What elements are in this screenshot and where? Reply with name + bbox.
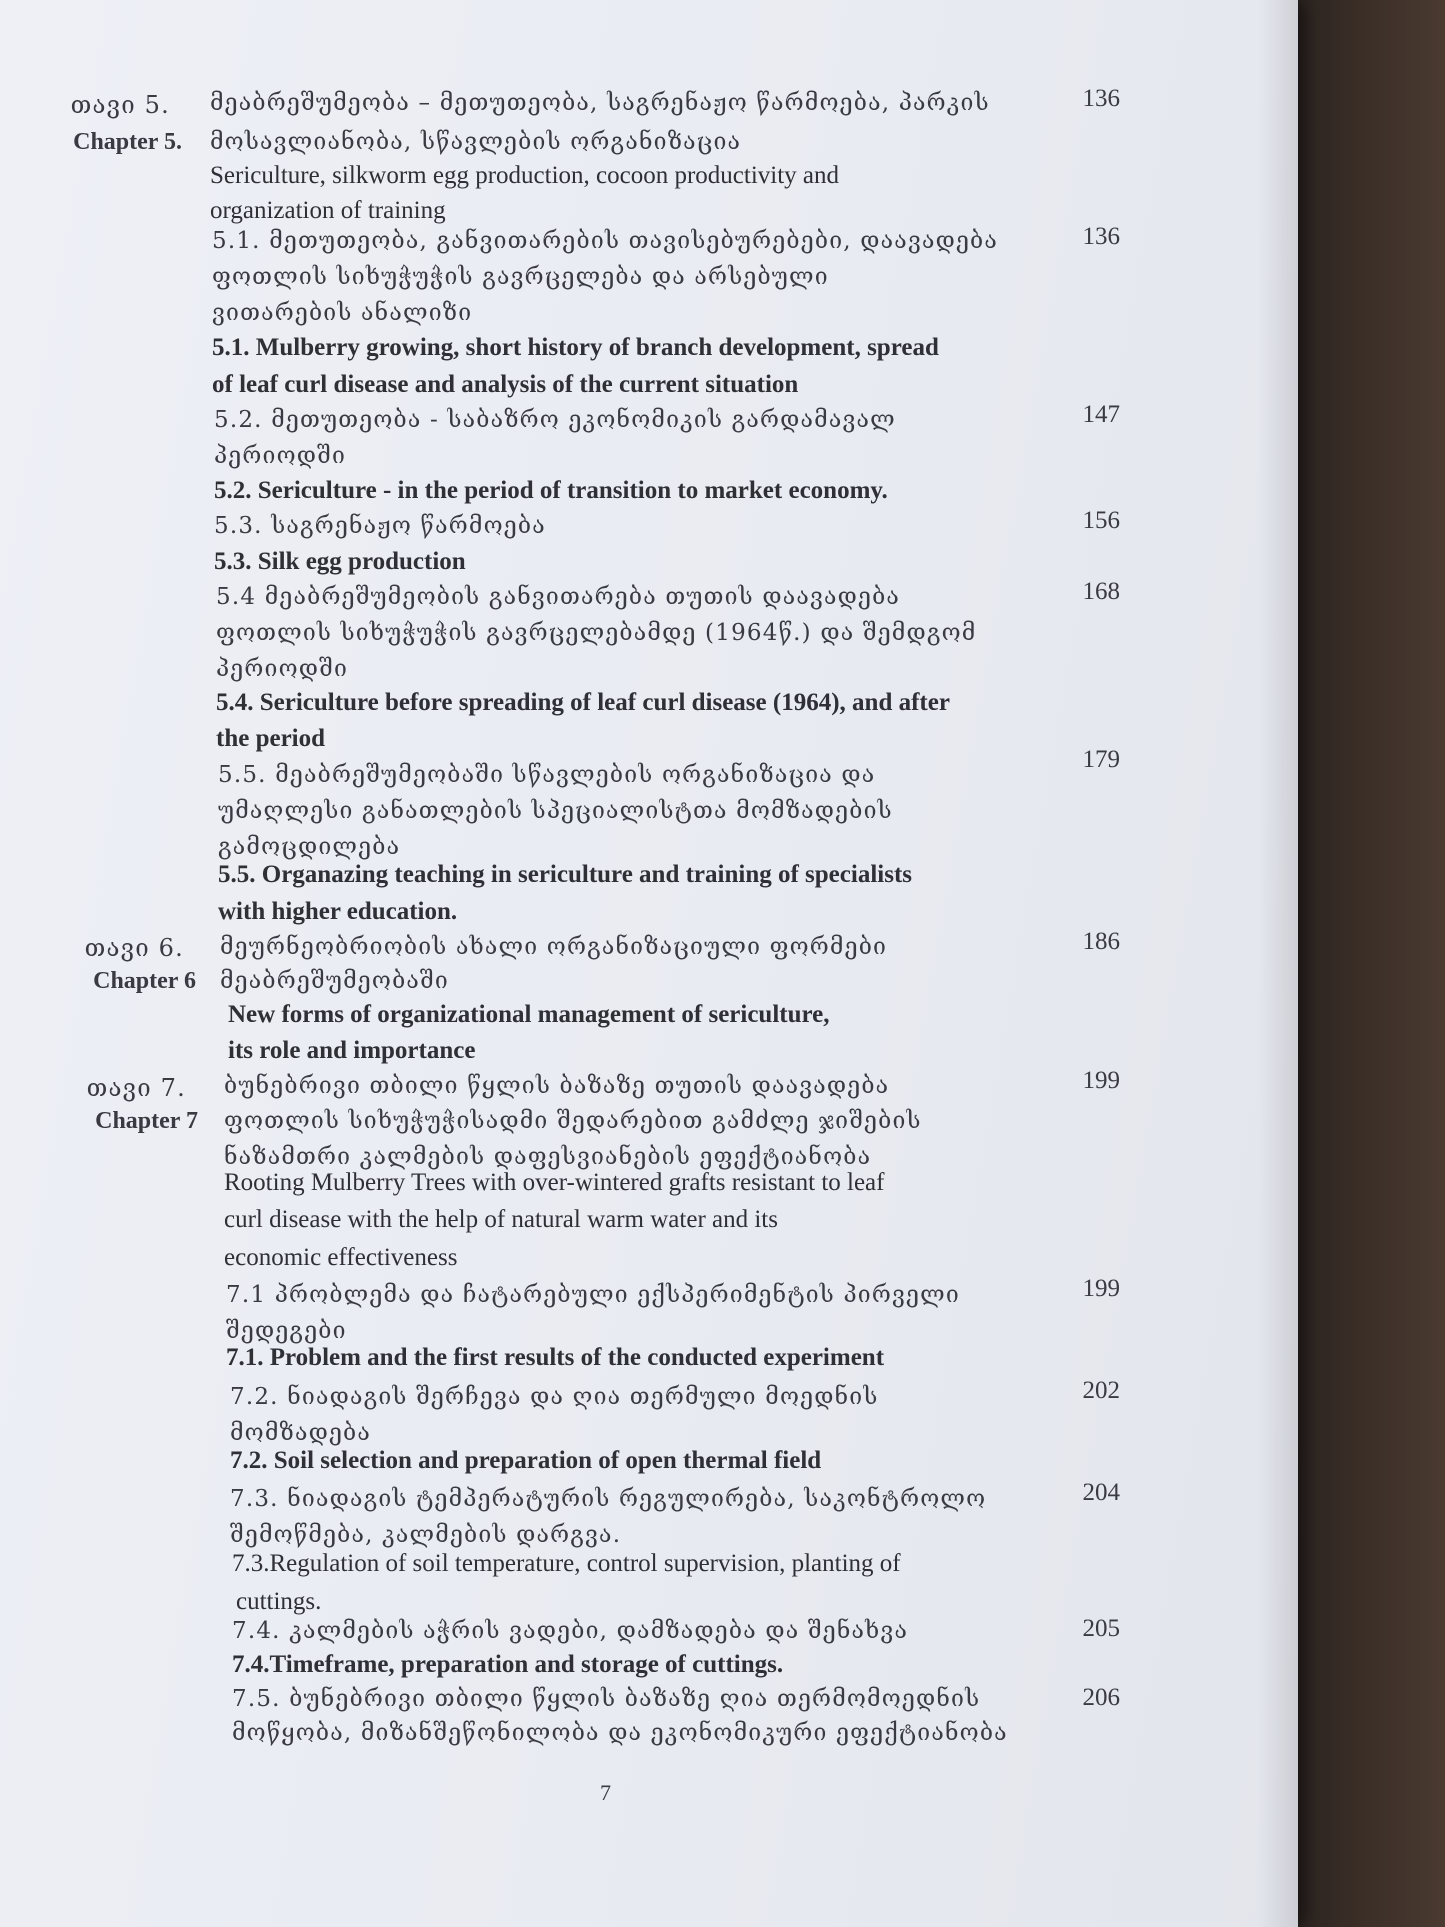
section-7-3-ka-line-2: შემოწმება, კალმების დარგვა. (230, 1522, 622, 1548)
chapter-7-en-line-3: economic effectiveness (224, 1244, 458, 1271)
chapter-5-ka-line-2: მოსავლიანობა, სწავლების ორგანიზაცია (210, 129, 742, 155)
section-7-1-page: 199 (1082, 1275, 1120, 1302)
section-5-5-page: 179 (1082, 746, 1120, 773)
chapter-7-en-line-1: Rooting Mulberry Trees with over-wintered grafts resistant to leaf (224, 1169, 885, 1196)
section-7-5-page: 206 (1082, 1684, 1120, 1711)
section-5-4-en-line-1: 5.4. Sericulture before spreading of leaf curl disease (1964), and after (216, 689, 950, 716)
section-5-3-en-line-1: 5.3. Silk egg production (214, 548, 466, 575)
section-5-1-ka-line-2: ფოთლის სიხუჭუჭის გავრცელება და არსებული (212, 264, 829, 290)
section-5-1-en-line-2: of leaf curl disease and analysis of the current situation (212, 371, 799, 398)
section-5-3-page: 156 (1082, 507, 1120, 534)
section-5-5-en-line-1: 5.5. Organazing teaching in sericulture and training of specialists (218, 861, 912, 888)
section-5-4-ka-line-2: ფოთლის სიხუჭუჭის გავრცელებამდე (1964წ.) და შემდგომ (216, 620, 977, 646)
chapter-7-en-label: Chapter 7 (95, 1108, 198, 1134)
section-7-3-en-line-1: 7.3.Regulation of soil temperature, control supervision, planting of (232, 1550, 901, 1577)
section-5-3-ka-line-1: 5.3. საგრენაჟო წარმოება (214, 513, 546, 539)
section-5-2-page: 147 (1082, 401, 1120, 428)
section-5-4-page: 168 (1082, 578, 1120, 605)
section-5-2-en-line-1: 5.2. Sericulture - in the period of transition to market economy. (214, 477, 888, 504)
chapter-6-en-line-1: New forms of organizational management of sericulture, (228, 1001, 830, 1028)
section-5-2-ka-line-2: პერიოდში (214, 443, 347, 469)
chapter-6-page: 186 (1082, 928, 1120, 955)
chapter-6-en-label: Chapter 6 (93, 968, 196, 994)
section-5-5-ka-line-3: გამოცდილება (218, 834, 401, 860)
chapter-6-ka-line-2: მეაბრეშუმეობაში (220, 968, 449, 994)
section-7-3-page: 204 (1082, 1479, 1120, 1506)
section-5-4-ka-line-3: პერიოდში (216, 656, 349, 682)
section-5-1-en-line-1: 5.1. Mulberry growing, short history of branch development, spread (212, 334, 939, 361)
chapter-6-en-line-2: its role and importance (228, 1037, 476, 1064)
section-7-4-en-line-1: 7.4.Timeframe, preparation and storage of cuttings. (232, 1651, 784, 1678)
chapter-5-ka-line-1: მეაბრეშუმეობა – მეთუთეობა, საგრენაჟო წარმოება, პარკის (210, 90, 990, 116)
chapter-5-en-label: Chapter 5. (73, 129, 182, 155)
section-7-5-ka-line-2: მოწყობა, მიზანშეწონილობა და ეკონომიკური ეფექტიანობა (232, 1720, 1008, 1746)
section-7-4-page: 205 (1082, 1615, 1120, 1642)
section-7-1-ka-line-1: 7.1 პრობლემა და ჩატარებული ექსპერიმენტის პირველი (226, 1282, 960, 1308)
chapter-5-page: 136 (1082, 85, 1120, 112)
section-5-5-en-line-2: with higher education. (218, 898, 458, 925)
section-5-2-ka-line-1: 5.2. მეთუთეობა - საბაზრო ეკონომიკის გარდამავალ (214, 407, 896, 433)
chapter-5-ka-label: თავი 5. (70, 91, 170, 119)
chapter-7-ka-label: თავი 7. (86, 1074, 186, 1102)
chapter-7-ka-line-2: ფოთლის სიხუჭუჭისადმი შედარებით გამძლე ჯიშების (224, 1108, 922, 1134)
chapter-7-page: 199 (1082, 1067, 1120, 1094)
section-7-2-ka-line-1: 7.2. ნიადაგის შერჩევა და ღია თერმული მოედნის (230, 1384, 879, 1410)
section-5-5-ka-line-2: უმაღლესი განათლების სპეციალისტთა მომზადების (218, 798, 893, 824)
chapter-7-en-line-2: curl disease with the help of natural warm water and its (224, 1206, 778, 1233)
chapter-6-ka-label: თავი 6. (84, 934, 184, 962)
section-7-5-ka-line-1: 7.5. ბუნებრივი თბილი წყლის ბაზაზე ღია თერმომოედნის (232, 1686, 981, 1712)
chapter-5-en-line-1: Sericulture, silkworm egg production, cocoon productivity and (210, 162, 840, 189)
section-7-3-ka-line-1: 7.3. ნიადაგის ტემპერატურის რეგულირება, საკონტროლო (230, 1486, 987, 1512)
section-5-4-en-line-2: the period (216, 725, 326, 752)
section-7-3-en-line-2: cuttings. (236, 1588, 322, 1615)
section-5-1-ka-line-3: ვითარების ანალიზი (212, 300, 473, 326)
section-5-1-page: 136 (1082, 223, 1120, 250)
chapter-7-ka-line-1: ბუნებრივი თბილი წყლის ბაზაზე თუთის დაავადება (224, 1073, 890, 1099)
section-7-2-ka-line-2: მომზადება (230, 1420, 372, 1446)
section-7-2-page: 202 (1082, 1377, 1120, 1404)
table-backdrop (1290, 0, 1445, 1927)
section-7-4-ka-line-1: 7.4. კალმების აჭრის ვადები, დამზადება და შენახვა (232, 1618, 909, 1644)
section-5-4-ka-line-1: 5.4 მეაბრეშუმეობის განვითარება თუთის დაავადება (216, 584, 901, 610)
chapter-7-ka-line-3: ნაზამთრი კალმების დაფესვიანების ეფექტიანობა (224, 1144, 872, 1170)
section-7-1-en-line-1: 7.1. Problem and the first results of the conducted experiment (226, 1344, 885, 1371)
section-5-1-ka-line-1: 5.1. მეთუთეობა, განვითარების თავისებურებები, დაავადება (212, 228, 999, 254)
chapter-6-ka-line-1: მეურნეობრიობის ახალი ორგანიზაციული ფორმები (220, 934, 888, 960)
section-7-2-en-line-1: 7.2. Soil selection and preparation of open thermal field (230, 1447, 822, 1474)
chapter-5-en-line-2: organization of training (210, 197, 446, 224)
section-5-5-ka-line-1: 5.5. მეაბრეშუმეობაში სწავლების ორგანიზაცია და (218, 762, 876, 788)
page-number: 7 (600, 1780, 611, 1805)
section-7-1-ka-line-2: შედეგები (226, 1318, 347, 1344)
